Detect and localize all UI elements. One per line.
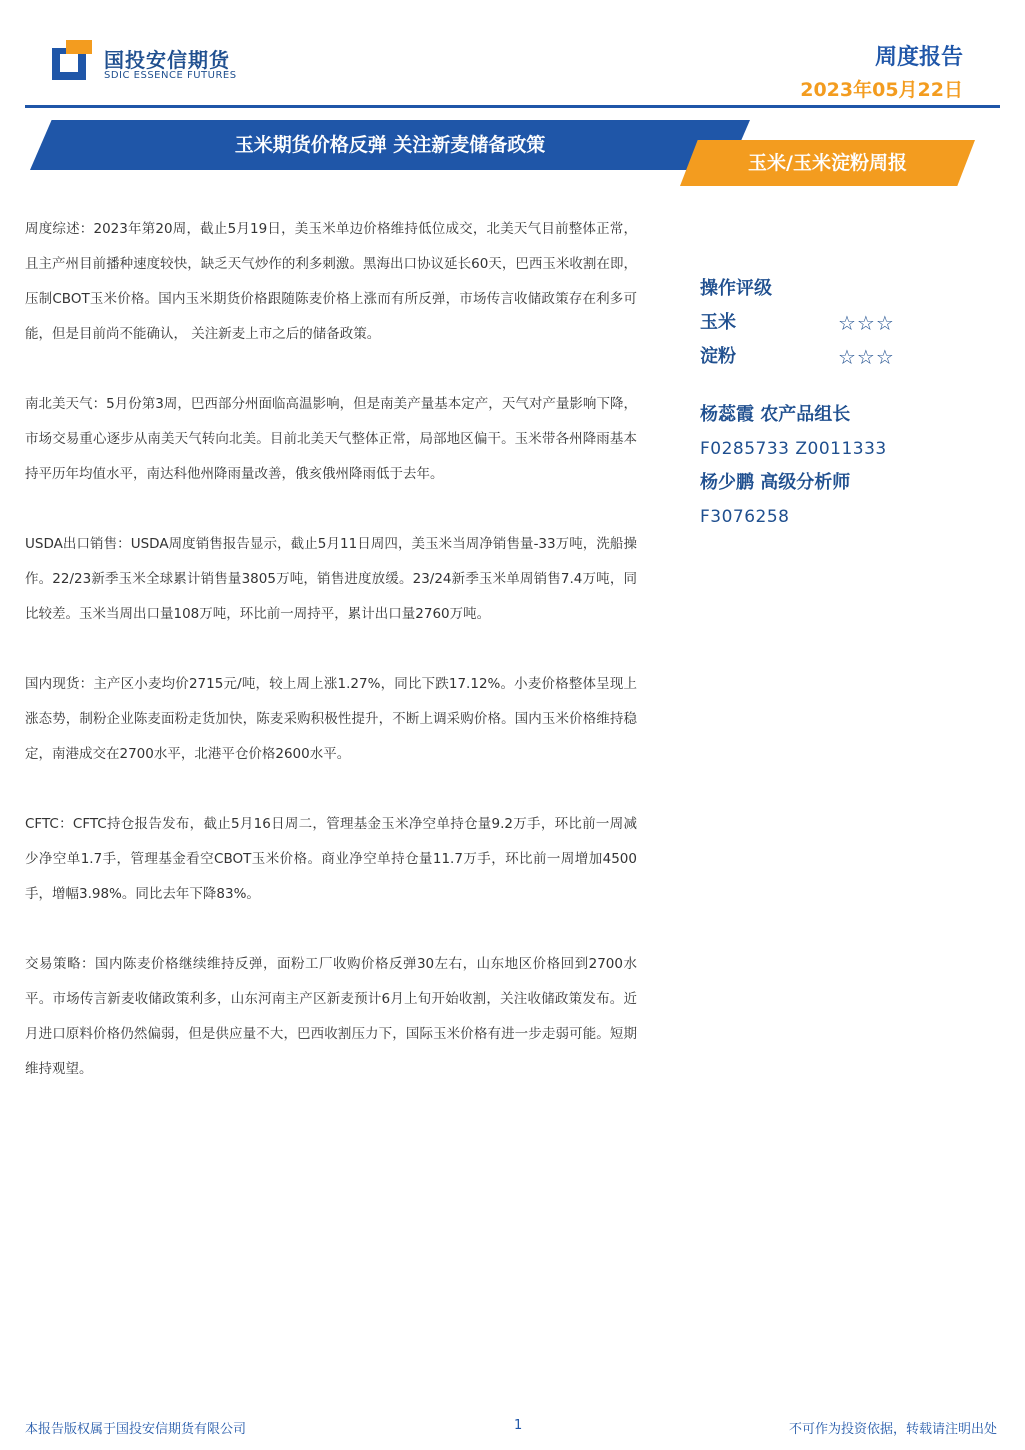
paragraph-strategy: 交易策略：国内陈麦价格继续维持反弹，面粉工厂收购价格反弹30左右，山东地区价格回到2700水平。市场传言新麦收储政策利多，山东河南主产区新麦预计6月上旬开始收割，关注收储政策发布。近月进口原料价格仍然偏弱，但是供应量不大，巴西收割压力下，国际玉米价格有进一步走弱可能。短期维持观望。 [25,956,637,1077]
analyst-name: 杨蕊霞 农产品组长 [700,404,851,425]
disclaimer: 不可作为投资依据，转载请注明出处 [788,1422,997,1437]
footer [0,1418,1025,1440]
paragraph-weekly-summary: 周度综述：2023年第20周，截止5月19日，美玉米单边价格维持低位成交，北美天气目前整体正常，且主产州目前播种速度较快，缺乏天气炒作的利多刺激。黑海出口协议延长60天，巴西玉米收割在即，压制CBOT玉米价格。国内玉米期货价格跟随陈麦价格上涨而有所反弹，市场传言收储政策存在利多可能，但是目前尚不能确认， 关注新麦上市之后的储备政策。 [25,221,637,342]
report-title: 玉米期货价格反弹 关注新麦储备政策 [234,134,546,156]
category-title: 玉米/玉米淀粉周报 [748,152,907,174]
rating-row-corn [700,306,960,340]
paragraph-usda-export: USDA出口销售：USDA周度销售报告显示，截止5月11日周四，美玉米当周净销售量-33万吨，洗船操作。22/23新季玉米全球累计销售量3805万吨，销售进度放缓。23/24新季玉米单周销售7.4万吨，同比较差。玉米当周出口量108万吨，环比前一周持平，累计出口量2760万吨。 [25,536,637,622]
header-divider [25,105,1000,108]
paragraph-cftc: CFTC：CFTC持仓报告发布，截止5月16日周二，管理基金玉米净空单持仓量9.2万手，环比前一周减少净空单1.7手，管理基金看空CBOT玉米价格。商业净空单持仓量11.7万手，环比前一周增加4500手，增幅3.98%。同比去年下降83%。 [25,816,637,902]
rating-heading: 操作评级 [700,278,772,299]
rating-row-starch [700,340,960,374]
copyright-notice: 本报告版权属于国投安信期货有限公司 [25,1422,247,1437]
sidebar [700,272,960,534]
star-rating-icon: ☆☆☆ [838,345,895,369]
analyst-license: F3076258 [700,507,790,527]
paragraph-weather: 南北美天气：5月份第3周，巴西部分州面临高温影响，但是南美产量基本定产，天气对产量影响下降，市场交易重心逐步从南美天气转向北美。目前北美天气整体正常，局部地区偏干。玉米带各州降雨基本持平历年均值水平，南达科他州降雨量改善，俄亥俄州降雨低于去年。 [25,396,637,482]
page-number: 1 [514,1418,523,1433]
rating-label: 玉米 [700,312,736,333]
logo-en-text: SDIC ESSENCE FUTURES [104,70,237,81]
analyst-name: 杨少鹏 高级分析师 [700,472,851,493]
company-logo [52,40,262,90]
star-rating-icon: ☆☆☆ [838,311,895,335]
logo-cn-text: 国投安信期货 [104,48,230,72]
rating-label: 淀粉 [700,346,736,367]
report-body [25,212,637,1122]
analyst-license: F0285733 Z0011333 [700,439,887,459]
logo-mark-icon [52,40,92,80]
paragraph-domestic-spot: 国内现货：主产区小麦均价2715元/吨，较上周上涨1.27%，同比下跌17.12%。小麦价格整体呈现上涨态势，制粉企业陈麦面粉走货加快，陈麦采购积极性提升，不断上调采购价格。国内玉米价格维持稳定，南港成交在2700水平，北港平仓价格2600水平。 [25,676,637,762]
report-date: 2023年05月22日 [800,79,963,101]
report-type: 周度报告 [874,45,963,70]
